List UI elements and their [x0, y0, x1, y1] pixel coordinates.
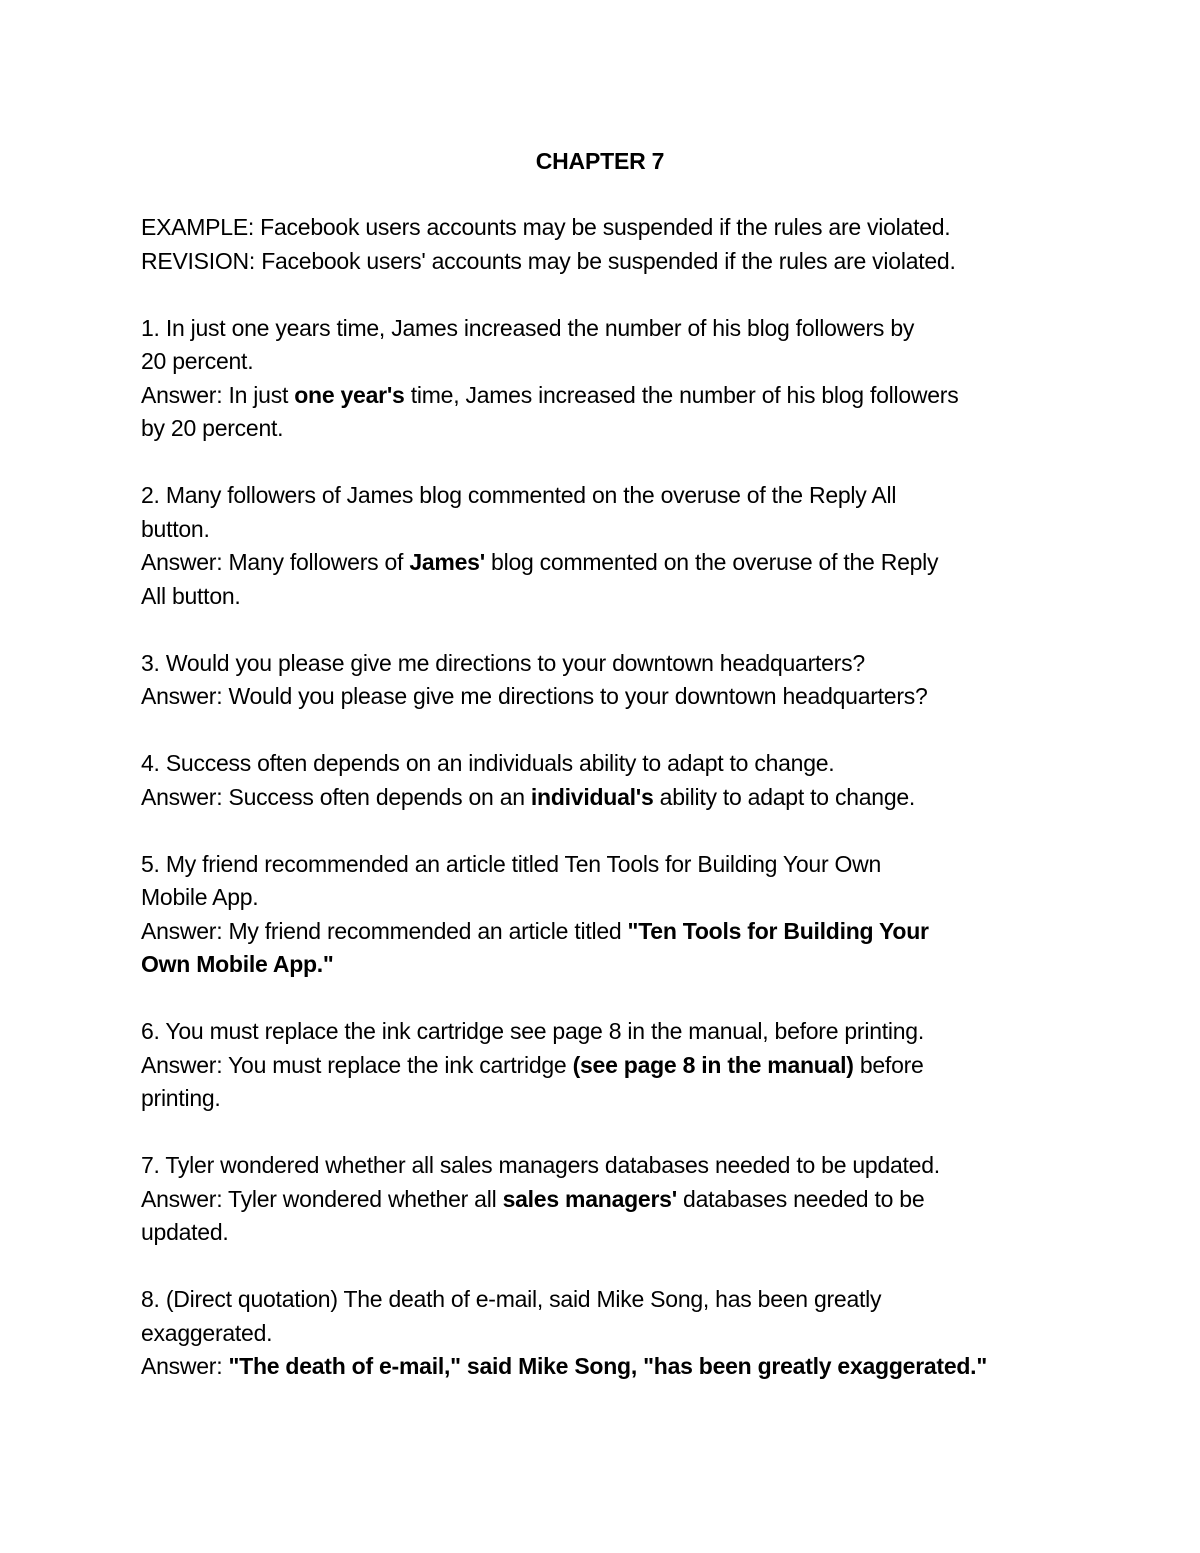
question-line: 4. Success often depends on an individuals ability to adapt to change. — [141, 750, 835, 776]
paragraph-gap — [141, 1250, 1061, 1284]
answer-text: Answer: Tyler wondered whether all — [141, 1185, 503, 1212]
paragraph-gap — [141, 613, 1061, 647]
answer-line — [141, 1082, 1061, 1116]
answer-line — [141, 379, 1061, 413]
exercise-item — [141, 647, 1061, 748]
answer-text: Answer: You must replace the ink cartridge — [141, 1051, 573, 1078]
question-line: 5. My friend recommended an article titled Ten Tools for Building Your Own — [141, 850, 882, 877]
answer-text: time, James increased the number of his blog followers — [404, 381, 959, 408]
answer-text: by 20 percent. — [141, 415, 284, 441]
question-line: 1. In just one years time, James increased the number of his blog followers by — [141, 314, 915, 341]
question-line: exaggerated. — [141, 1319, 273, 1346]
answer-text: before — [853, 1051, 924, 1078]
paragraph-gap — [141, 278, 1061, 312]
question-line: 7. Tyler wondered whether all sales managers databases needed to be updated. — [141, 1152, 940, 1178]
question-line: 20 percent. — [141, 348, 254, 374]
answer-line — [141, 1183, 1061, 1217]
question-line: 3. Would you please give me directions to your downtown headquarters? — [141, 649, 865, 676]
answer-text: printing. — [141, 1085, 221, 1111]
answer-text: Answer: — [141, 1353, 229, 1379]
revision-line: REVISION: Facebook users' accounts may be suspended if the rules are violated. — [141, 247, 956, 274]
exercise-item — [141, 1015, 1061, 1149]
page-title: CHAPTER 7 — [535, 148, 665, 174]
answer-line — [141, 1049, 1061, 1083]
answer-line — [141, 412, 1061, 446]
answer-text: ability to adapt to change. — [653, 783, 916, 810]
exercise-item — [141, 479, 1061, 647]
answer-line — [141, 915, 1061, 949]
answer-line — [141, 1350, 1061, 1384]
question-line: Mobile App. — [141, 884, 259, 910]
answer-text: Answer: Would you please give me directions to your downtown headquarters? — [141, 683, 928, 709]
paragraph-gap — [141, 1116, 1061, 1150]
answer-correction: James' — [409, 549, 485, 575]
exercise-item — [141, 1149, 1061, 1283]
example-line: EXAMPLE: Facebook users accounts may be suspended if the rules are violated. — [141, 214, 951, 240]
answer-line — [141, 680, 1061, 714]
question-line: 6. You must replace the ink cartridge see page 8 in the manual, before printing. — [141, 1018, 924, 1044]
answer-text: All button. — [141, 582, 241, 609]
answer-line — [141, 1216, 1061, 1250]
answer-line — [141, 781, 1061, 815]
answer-correction: one year's — [294, 381, 405, 408]
answer-correction: "Ten Tools for Building Your — [627, 917, 929, 944]
answer-correction: (see page 8 in the manual) — [572, 1051, 854, 1078]
answer-line — [141, 546, 1061, 580]
answer-text: Answer: My friend recommended an article titled — [141, 917, 628, 944]
question-line: button. — [141, 515, 210, 542]
answer-line — [141, 580, 1061, 614]
answer-text: Answer: In just — [141, 381, 295, 408]
answer-text: Answer: Success often depends on an — [141, 783, 531, 810]
answer-correction: Own Mobile App." — [141, 951, 334, 977]
paragraph-gap — [141, 714, 1061, 748]
answer-text: updated. — [141, 1219, 229, 1245]
answer-text: databases needed to be — [676, 1185, 925, 1212]
exercise-list — [141, 312, 1061, 1384]
answer-correction: "The death of e-mail," said Mike Song, "has been greatly exaggerated." — [228, 1353, 987, 1379]
document-body — [141, 211, 1061, 1384]
paragraph-gap — [141, 982, 1061, 1016]
exercise-item — [141, 848, 1061, 1016]
paragraph-gap — [141, 814, 1061, 848]
answer-text: Answer: Many followers of — [141, 549, 410, 575]
exercise-item — [141, 312, 1061, 480]
answer-text: blog commented on the overuse of the Reply — [484, 549, 939, 575]
answer-line — [141, 948, 1061, 982]
question-line: 2. Many followers of James blog commented on the overuse of the Reply All — [141, 482, 897, 508]
paragraph-gap — [141, 446, 1061, 480]
exercise-item — [141, 1283, 1061, 1384]
answer-correction: individual's — [530, 783, 654, 810]
question-line: 8. (Direct quotation) The death of e-mail, said Mike Song, has been greatly — [141, 1286, 882, 1312]
exercise-item — [141, 747, 1061, 848]
answer-correction: sales managers' — [502, 1185, 677, 1212]
